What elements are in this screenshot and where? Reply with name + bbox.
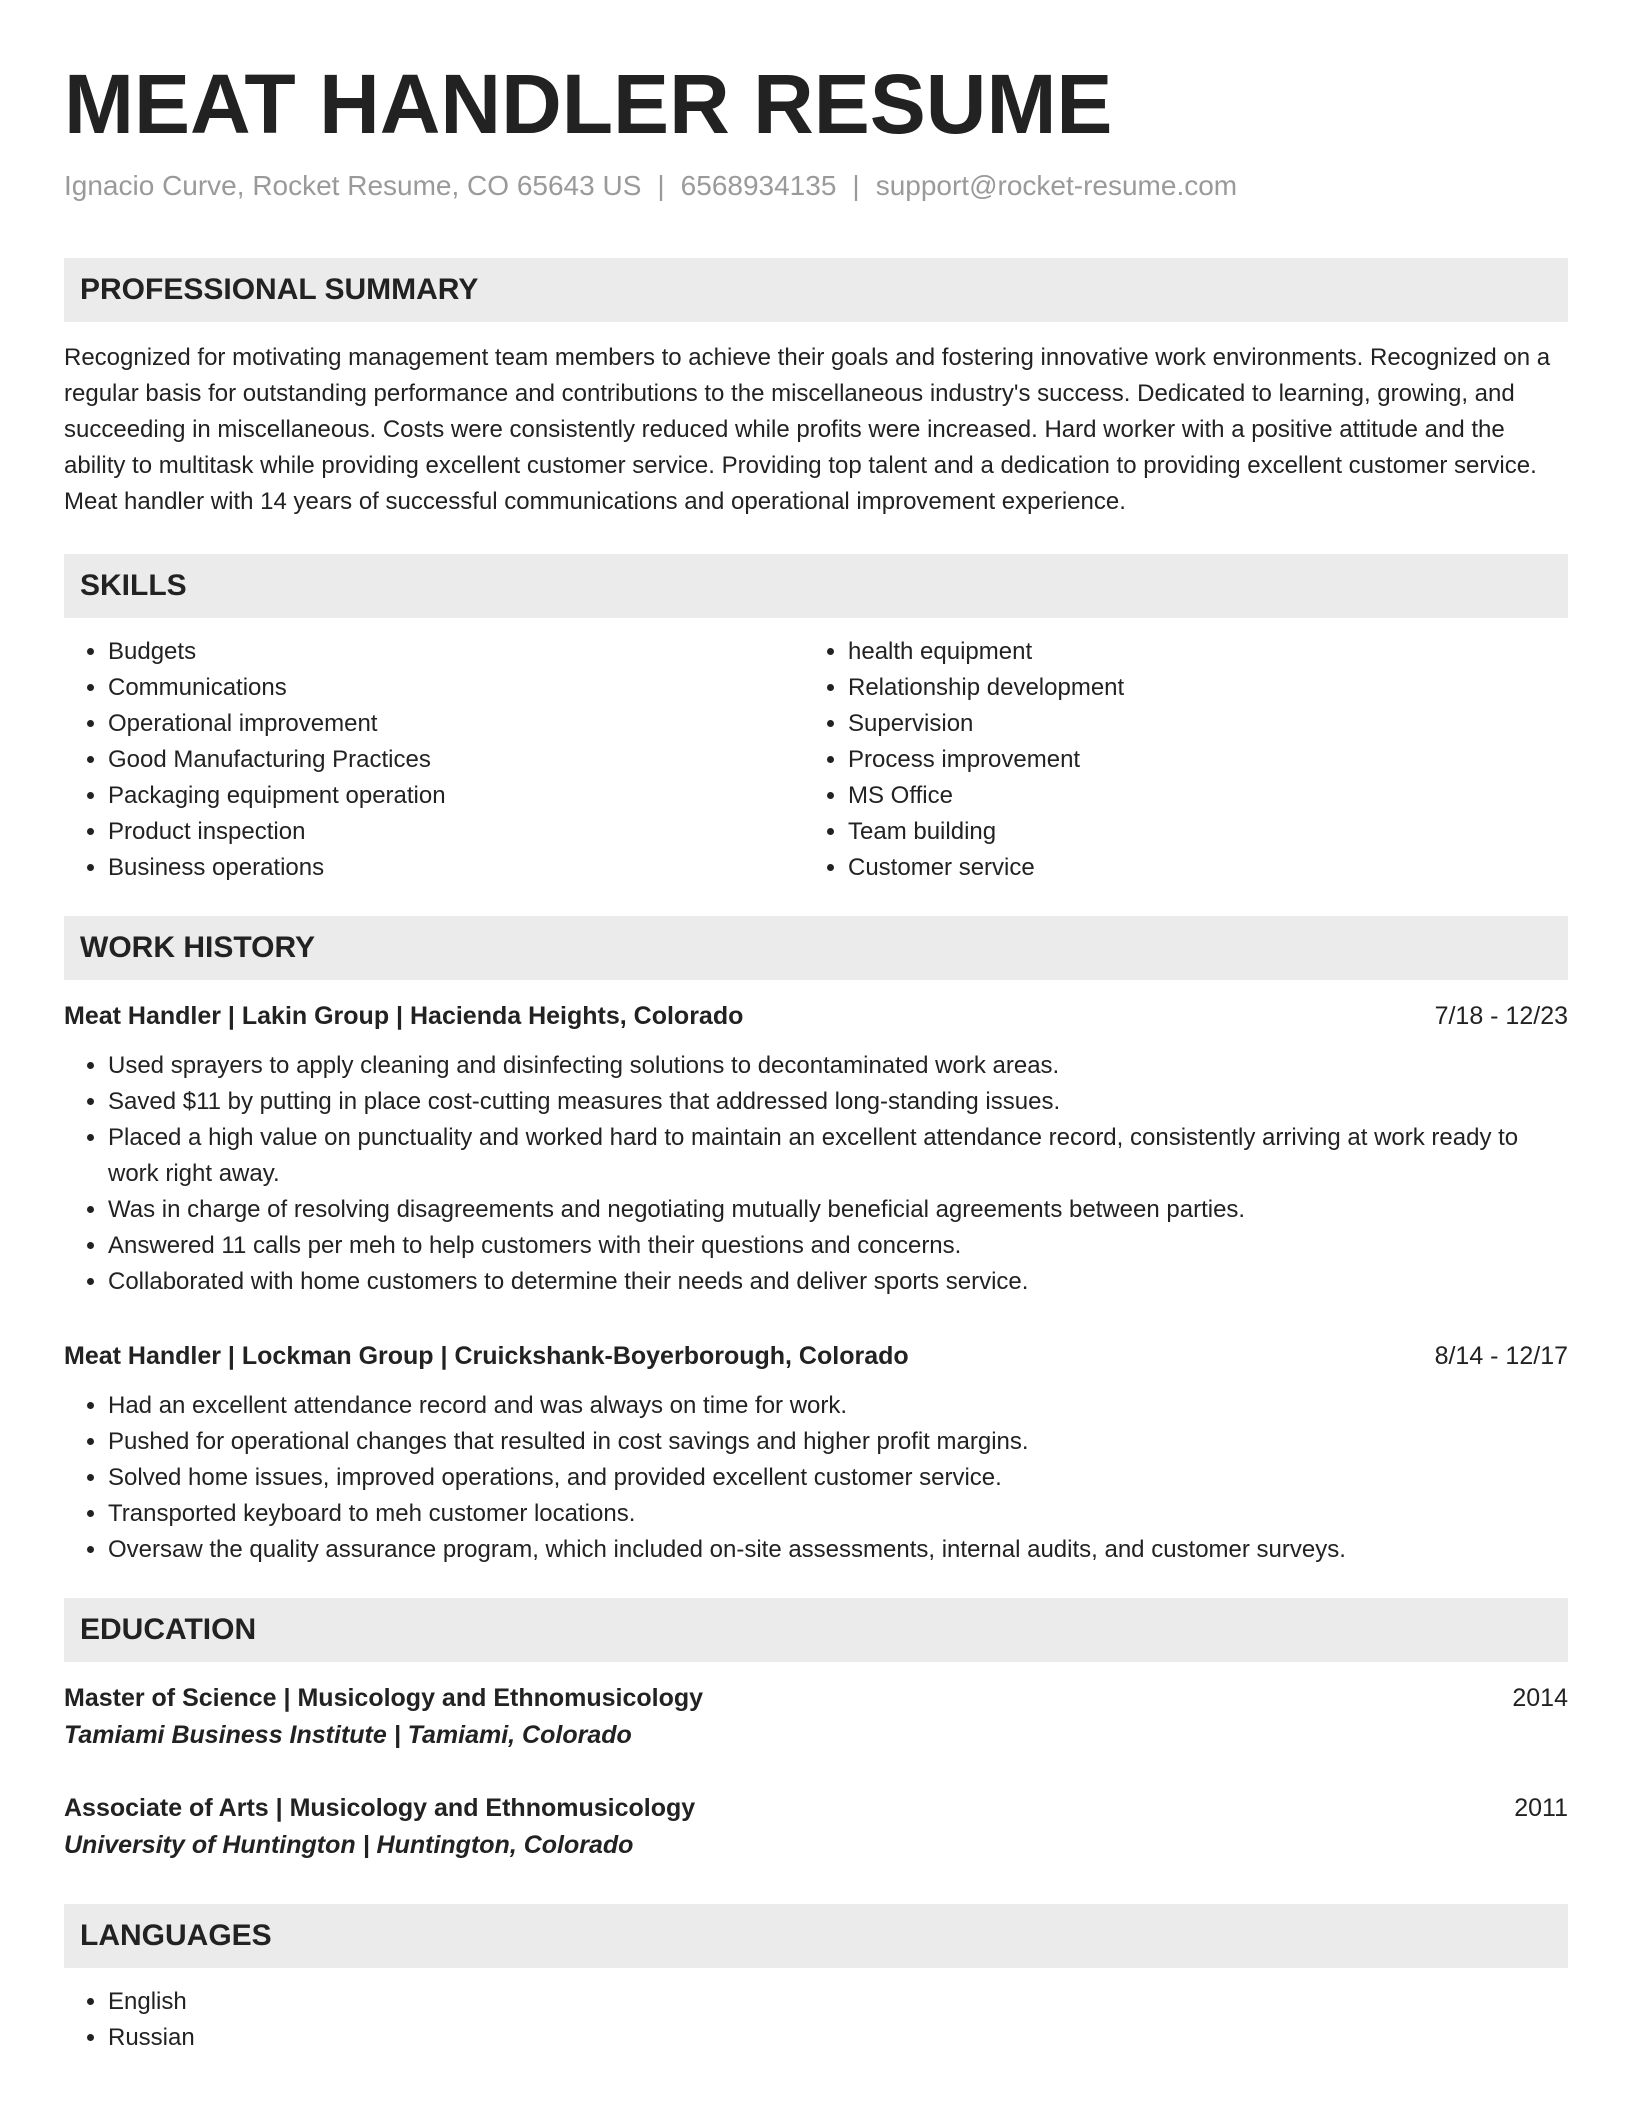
skill-item: • Packaging equipment operation [108,778,804,814]
education-degree: Master of Science | Musicology and Ethnomusicology [64,1684,704,1712]
education-header [64,1680,1568,1716]
skill-item: • Team building [848,814,1544,850]
resume-title: MEAT HANDLER RESUME [64,57,1113,151]
skill-item: • Relationship development [848,670,1544,706]
job-bullet: • Had an excellent attendance record and was always on time for work. [108,1388,1568,1424]
contact-phone: 6568934135 [680,170,837,201]
job-bullet: • Collaborated with home customers to determine their needs and deliver sports service. [108,1264,1568,1300]
job-bullet: • Used sprayers to apply cleaning and disinfecting solutions to decontaminated work areas. [108,1048,1568,1084]
skills-column-left [64,634,804,886]
education-school: University of Huntington | Huntington, Colorado [64,1831,634,1859]
job-bullet: • Oversaw the quality assurance program, which included on-site assessments, internal audits, and customer surveys. [108,1532,1568,1568]
skill-item: • Customer service [848,850,1544,886]
job-entry [64,998,1568,1300]
skill-item: • health equipment [848,634,1544,670]
job-header [64,998,1568,1034]
job-bullets [64,1388,1568,1568]
skill-item: • Process improvement [848,742,1544,778]
contact-separator: | [852,170,860,201]
skill-item: • MS Office [848,778,1544,814]
job-bullet: • Saved $11 by putting in place cost-cutting measures that addressed long-standing issues. [108,1084,1568,1120]
skill-item: • Communications [108,670,804,706]
skill-item: • Good Manufacturing Practices [108,742,804,778]
job-bullets [64,1048,1568,1300]
language-item: • English [108,1984,1568,2020]
contact-address: Ignacio Curve, Rocket Resume, CO 65643 US [64,170,642,201]
job-bullet: • Was in charge of resolving disagreements and negotiating mutually beneficial agreements between parties. [108,1192,1568,1228]
job-title: Meat Handler | Lakin Group | Hacienda Heights, Colorado [64,1002,744,1030]
skills-heading: SKILLS [64,554,1568,618]
skill-item: • Operational improvement [108,706,804,742]
skills-column-right [804,634,1544,886]
skill-item: • Supervision [848,706,1544,742]
job-header [64,1338,1568,1374]
job-entry [64,1338,1568,1568]
education-degree: Associate of Arts | Musicology and Ethnomusicology [64,1794,696,1822]
skill-item: • Budgets [108,634,804,670]
education-entry [64,1680,1568,1754]
job-title: Meat Handler | Lockman Group | Cruickshank-Boyerborough, Colorado [64,1342,909,1370]
skill-item: • Business operations [108,850,804,886]
languages-list [64,1984,1568,2056]
job-dates: 7/18 - 12/23 [1434,1002,1568,1030]
education-year: 2011 [1514,1794,1568,1822]
summary-heading: PROFESSIONAL SUMMARY [64,258,1568,322]
skills-list [64,634,1568,886]
job-bullet: • Answered 11 calls per meh to help customers with their questions and concerns. [108,1228,1568,1264]
education-school: Tamiami Business Institute | Tamiami, Colorado [64,1721,632,1749]
contact-separator: | [657,170,665,201]
language-item: • Russian [108,2020,1568,2056]
education-heading: EDUCATION [64,1598,1568,1662]
skill-item: • Product inspection [108,814,804,850]
job-bullet: • Placed a high value on punctuality and worked hard to maintain an excellent attendance record, consistently arriving at work ready to work right away. [108,1120,1568,1192]
job-bullet: • Transported keyboard to meh customer locations. [108,1496,1568,1532]
education-header [64,1790,1568,1826]
job-dates: 8/14 - 12/17 [1434,1342,1568,1370]
education-entry [64,1790,1568,1864]
languages-heading: LANGUAGES [64,1904,1568,1968]
education-year: 2014 [1512,1684,1568,1712]
work-history-heading: WORK HISTORY [64,916,1568,980]
job-bullet: • Solved home issues, improved operations, and provided excellent customer service. [108,1460,1568,1496]
contact-email: support@rocket-resume.com [875,170,1238,201]
job-bullet: • Pushed for operational changes that resulted in cost savings and higher profit margins. [108,1424,1568,1460]
contact-line [64,168,1568,204]
summary-text: Recognized for motivating management team members to achieve their goals and fostering innovative work environments. Recognized on a regular basis for outstanding performance and contributions to the miscellaneous industry's success. Dedicated to learning, growing, and succeeding in miscellaneous. Costs were consistently reduced while profits were increased. Hard worker with a positive attitude and the ability to multitask while providing excellent customer service. Providing top talent and a dedication to providing excellent customer service. Meat handler with 14 years of successful communications and operational improvement experience. [64,344,1551,515]
